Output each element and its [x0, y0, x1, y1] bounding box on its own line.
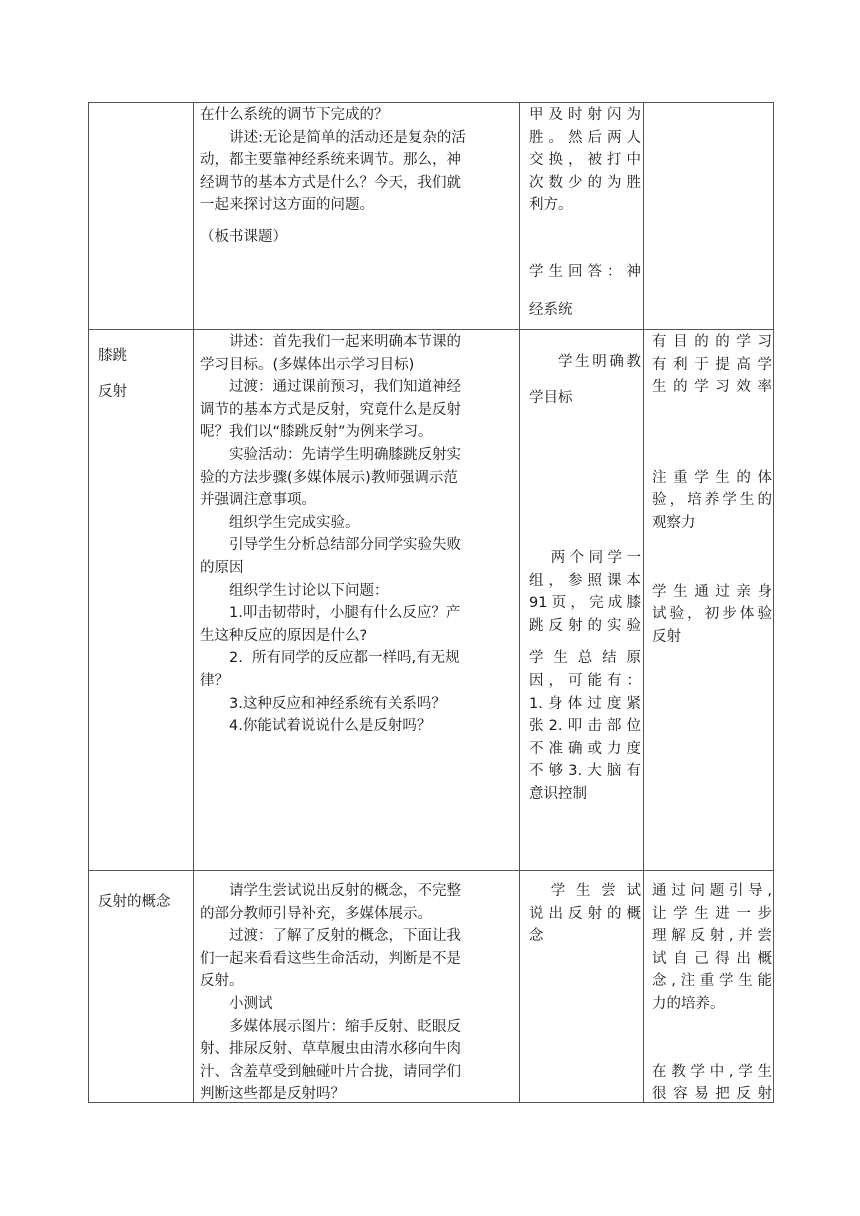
text-line: 不够3.大脑有 — [529, 763, 641, 780]
text-line: 在教学中,学生 — [652, 1063, 772, 1080]
text-line: 理解反射,并尝 — [652, 928, 772, 945]
row2-teacher-cell — [200, 331, 518, 738]
text-line: 多媒体展示图片：缩手反射、眨眼反 — [229, 1018, 461, 1035]
text-line: 汁、含羞草受到触碰叶片合拢，请同学们 — [200, 1063, 461, 1080]
text-line: 膝跳 — [98, 348, 127, 364]
column-divider — [519, 103, 520, 1102]
text-line: 一起来探讨这方面的问题。 — [200, 197, 374, 214]
row3-student-cell — [529, 880, 641, 948]
text-line: 经系统 — [529, 301, 573, 318]
text-line: 验的方法步骤(多媒体展示)教师强调示范 — [200, 469, 458, 486]
text-line: 学生回答：神 — [529, 263, 641, 280]
text-line: 说出反射的概 — [529, 905, 641, 922]
text-line: 跳反射的实验 — [529, 617, 641, 634]
text-line: 念,注重学生能 — [652, 973, 772, 990]
text-line: 实验活动：先请学生明确膝跳反射实 — [229, 446, 461, 463]
row1-teacher-cell — [200, 104, 518, 249]
text-line: 观察力 — [652, 514, 696, 531]
text-line: 2. 所有同学的反应都一样吗,有无规 — [229, 650, 460, 667]
text-line: 甲及时射闪为 — [529, 107, 641, 123]
row-divider — [89, 870, 773, 871]
text-line: 反射 — [652, 628, 681, 645]
row3-intent-cell — [652, 880, 772, 1106]
text-line: 试验，初步体验 — [652, 606, 772, 623]
text-line: 讲述：首先我们一起来明确本节课的 — [229, 334, 461, 350]
text-line: 律？ — [200, 672, 229, 689]
text-line: 射、排尿反射、草草履虫由清水移向牛肉 — [200, 1041, 461, 1058]
text-line: 经调节的基本方式是什么？今天，我们就 — [200, 174, 461, 191]
text-line: 4.你能试着说说什么是反射吗？ — [229, 718, 432, 735]
row-divider — [89, 329, 773, 330]
text-line: 验，培养学生的 — [652, 492, 772, 509]
lesson-plan-table — [88, 102, 774, 1103]
text-line: 力的培养。 — [652, 995, 725, 1012]
text-line: （板书课题） — [200, 228, 287, 245]
text-line: 请学生尝试说出反射的概念，不完整 — [229, 883, 461, 899]
text-line: 组，参照课本 — [529, 572, 641, 589]
text-line: 生的学习效率 — [652, 379, 772, 396]
text-line: 交换，被打中 — [529, 152, 641, 169]
text-line: 并强调注意事项。 — [200, 492, 316, 509]
text-line: 小测试 — [229, 995, 273, 1012]
text-line: 反射 — [98, 384, 127, 400]
text-line: 讲述:无论是简单的活动还是复杂的活 — [229, 129, 466, 146]
text-line: 有利于提高学 — [652, 356, 772, 373]
text-line: 学生通过亲身 — [652, 583, 772, 600]
row1-student-cell — [529, 104, 641, 329]
text-line: 引导学生分析总结部分同学实验失败 — [229, 537, 461, 554]
text-line: 反射。 — [200, 973, 244, 990]
text-line: 过渡：了解了反射的概念，下面让我 — [229, 928, 461, 945]
text-line: 的部分教师引导补充，多媒体展示。 — [200, 905, 432, 922]
text-line: 1.叩击韧带时，小腿有什么反应？产 — [229, 605, 461, 622]
text-line: 组织学生讨论以下问题： — [229, 582, 389, 599]
text-line: 动，都主要靠神经系统来调节。那么，神 — [200, 152, 461, 169]
text-line: 生这种反应的原因是什么? — [200, 627, 368, 644]
text-line: 学习目标。(多媒体出示学习目标) — [200, 356, 415, 373]
text-line: 3.这种反应和神经系统有关系吗？ — [229, 695, 446, 712]
text-line: 调节的基本方式是反射，究竟什么是反射 — [200, 401, 461, 418]
text-line: 呢？我们以“膝跳反射”为例来学习。 — [200, 424, 433, 441]
text-line: 反射的概念 — [98, 894, 171, 910]
column-divider — [643, 103, 644, 1102]
text-line: 通过问题引导, — [652, 883, 772, 899]
column-divider — [193, 103, 194, 1102]
text-line: 让学生进一步 — [652, 905, 772, 922]
text-line: 不准确或力度 — [529, 740, 641, 757]
text-line: 胜。然后两人 — [529, 129, 641, 146]
text-line: 张2.叩击部位 — [529, 718, 641, 735]
text-line: 1.身体过度紧 — [529, 695, 641, 712]
text-line: 两个同学一 — [550, 550, 641, 566]
text-line: 判断这些都是反射吗？ — [200, 1086, 345, 1103]
text-line: 利方。 — [529, 197, 573, 214]
text-line: 次数少的为胜 — [529, 174, 641, 191]
row3-teacher-cell — [200, 880, 518, 1106]
row2-student-cell — [529, 344, 641, 806]
text-line: 学生尝试 — [550, 883, 641, 899]
text-line: 的原因 — [200, 559, 244, 576]
text-line: 学生总结原 — [529, 650, 641, 667]
text-line: 91页，完成膝 — [529, 595, 641, 612]
text-line: 在什么系统的调节下完成的？ — [200, 107, 389, 123]
text-line: 注重学生的体 — [652, 469, 772, 486]
row2-intent-cell — [652, 331, 772, 648]
row2-topic-cell — [98, 338, 190, 410]
text-line: 学生明确教 — [558, 354, 641, 370]
text-line: 试自己得出概 — [652, 950, 772, 967]
text-line: 有目的的学习 — [652, 334, 772, 350]
text-line: 过渡：通过课前预习，我们知道神经 — [229, 379, 461, 396]
text-line: 很容易把反射 — [652, 1086, 772, 1103]
row3-topic-cell — [98, 891, 190, 914]
text-line: 学目标 — [529, 390, 573, 406]
text-line: 念 — [529, 928, 544, 945]
text-line: 意识控制 — [529, 785, 587, 802]
text-line: 们一起来看看这些生命活动，判断是不是 — [200, 950, 461, 967]
text-line: 因，可能有： — [529, 672, 641, 689]
text-line: 组织学生完成实验。 — [229, 514, 360, 531]
